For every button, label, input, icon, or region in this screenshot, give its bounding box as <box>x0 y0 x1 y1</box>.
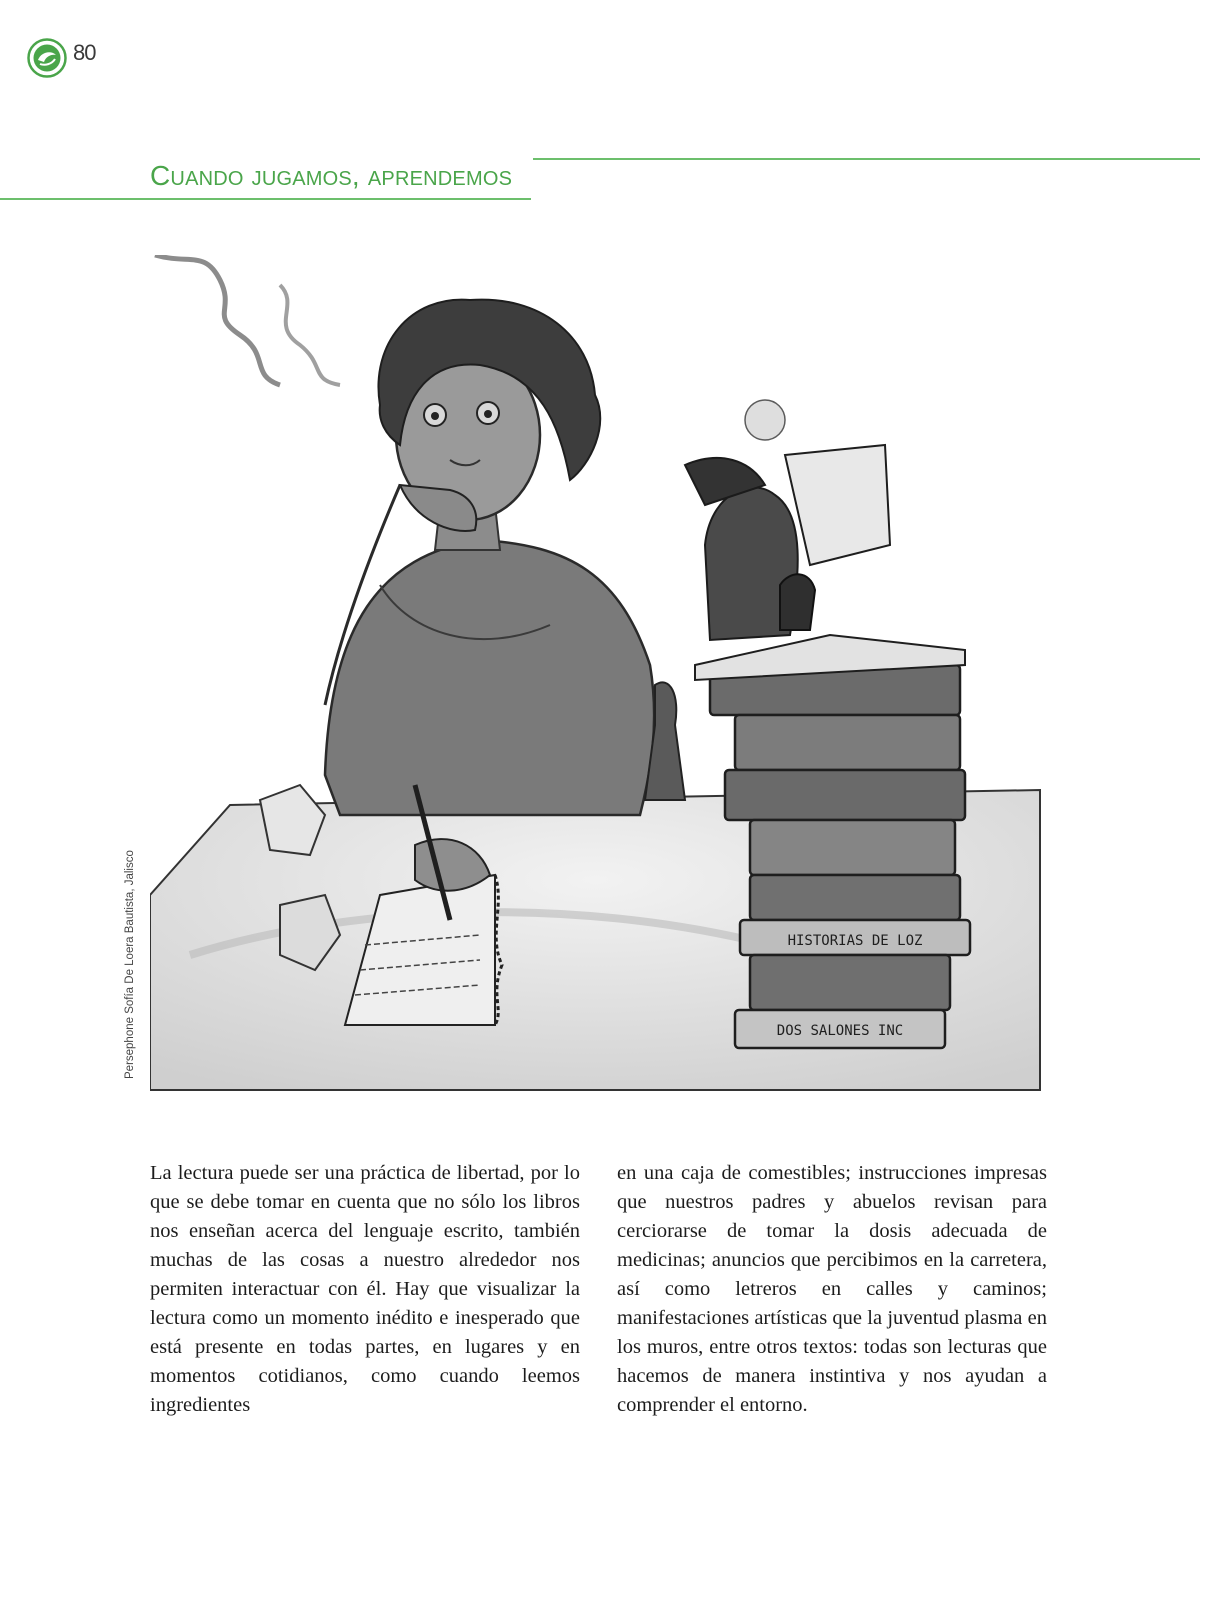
book-spine-2-label: DOS SALONES INC <box>776 1023 904 1039</box>
book-spine-1-label: HISTORIAS DE LOZ <box>787 933 923 949</box>
reading-illustration <box>150 255 1050 1105</box>
illustration-credit: Persephone Sofía De Loera Bautista, Jalisco <box>124 850 136 1079</box>
body-column-right <box>617 1159 1047 1420</box>
title-rule-top <box>533 158 1200 160</box>
title-rule-bottom <box>0 198 531 200</box>
page-number: 80 <box>73 40 96 65</box>
section-title: Cuando jugamos, aprendemos <box>150 160 513 191</box>
body-column-left <box>150 1159 580 1420</box>
paragraph-right: en una caja de comestibles; instrucciones impresas que nuestros padres y abuelos revisan para cerciorarse de tomar la dosis adecuada de medicinas; anuncios que percibimos en la carretera, así como letreros en calles y caminos; manifestaciones artísticas que la juventud plasma en los muros, entre otros textos: todas son lecturas que hacemos de manera instintiva y nos ayudan a comprender el entorno. <box>617 1162 1047 1416</box>
emblem-logo-icon <box>27 38 67 78</box>
paragraph-left: La lectura puede ser una práctica de libertad, por lo que se debe tomar en cuenta que no sólo los libros nos enseñan acerca del lenguaje escrito, también muchas de las cosas a nuestro alrededor nos permiten interactuar con él. Hay que visualizar la lectura como un momento inédito e inesperado que está presente en todas partes, en lugares y en momentos cotidianos, como cuando leemos ingredientes <box>150 1162 580 1416</box>
